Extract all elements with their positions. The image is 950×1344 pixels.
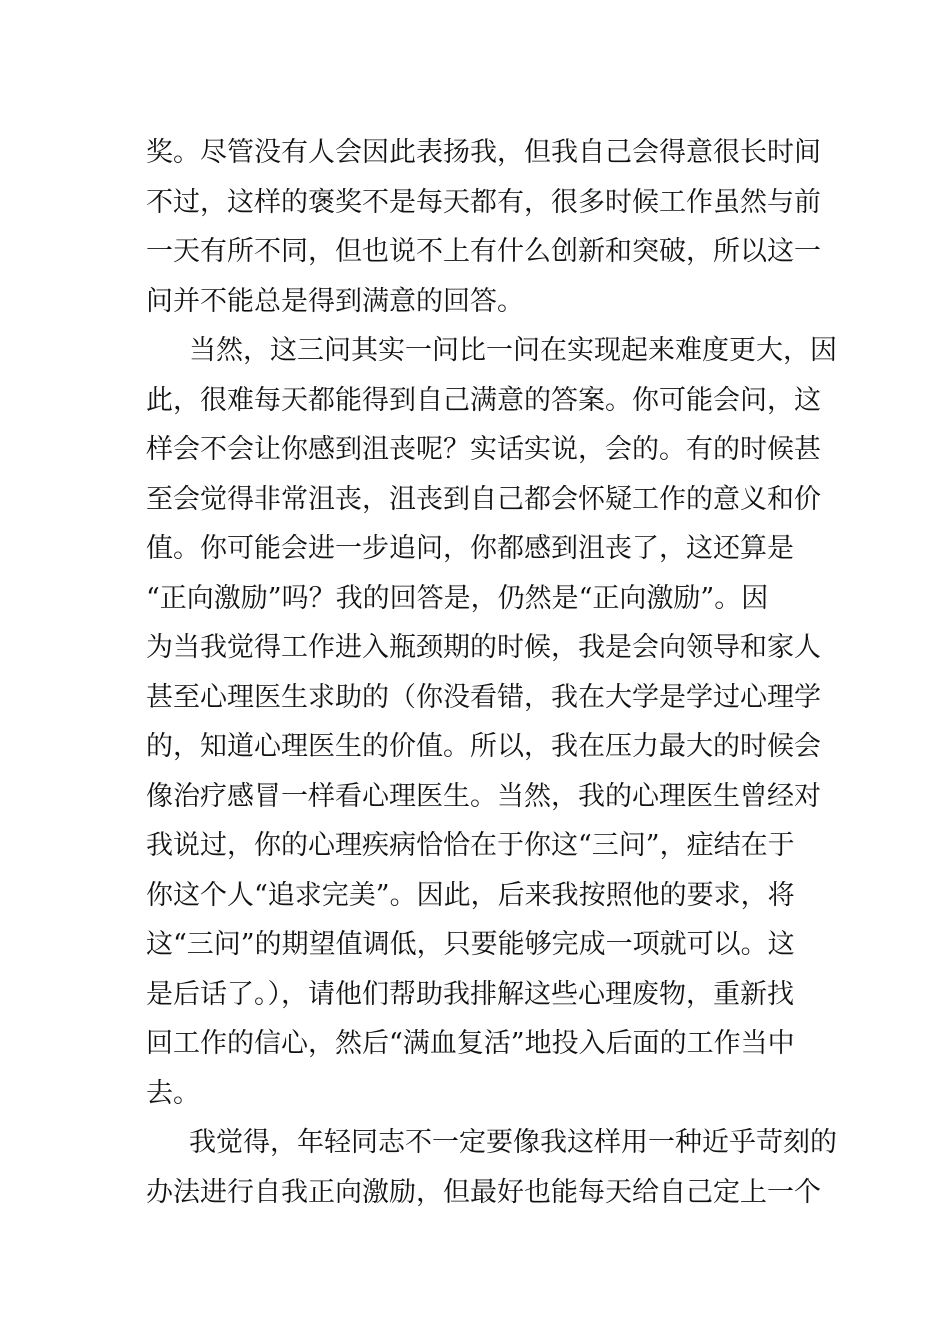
- text-line: 的，知道心理医生的价值。所以，我在压力最大的时候会: [146, 731, 821, 762]
- text-line: 甚至心理医生求助的（你没看错，我在大学是学过心理学: [146, 682, 821, 713]
- paragraph-first-line: 当然，这三问其实一问比一问在实现起来难度更大，因: [189, 335, 837, 366]
- text-line: 像治疗感冒一样看心理医生。当然，我的心理医生曾经对: [146, 781, 821, 812]
- text-line: 值。你可能会进一步追问，你都感到沮丧了，这还算是: [146, 533, 794, 564]
- paragraph-first-line: 我觉得，年轻同志不一定要像我这样用一种近乎苛刻的: [189, 1127, 837, 1158]
- text-line: 回工作的信心，然后“满血复活”地投入后面的工作当中: [146, 1028, 795, 1059]
- text-line: 不过，这样的褒奖不是每天都有，很多时候工作虽然与前: [146, 187, 821, 218]
- text-line: 奖。尽管没有人会因此表扬我，但我自己会得意很长时间: [146, 137, 821, 168]
- text-line: 至会觉得非常沮丧，沮丧到自己都会怀疑工作的意义和价: [146, 484, 821, 515]
- text-line: 这“三问”的期望值调低，只要能够完成一项就可以。这: [146, 929, 795, 960]
- text-line: 我说过，你的心理疾病恰恰在于你这“三问”，症结在于: [146, 830, 795, 861]
- text-line: 办法进行自我正向激励，但最好也能每天给自己定上一个: [146, 1177, 821, 1208]
- text-line: 你这个人“追求完美”。因此，后来我按照他的要求，将: [146, 880, 795, 911]
- text-line: 为当我觉得工作进入瓶颈期的时候，我是会向领导和家人: [146, 632, 821, 663]
- text-line: 问并不能总是得到满意的回答。: [146, 286, 524, 317]
- text-line: 此，很难每天都能得到自己满意的答案。你可能会问，这: [146, 385, 821, 416]
- text-line: 样会不会让你感到沮丧呢？实话实说，会的。有的时候甚: [146, 434, 821, 465]
- text-line: 去。: [146, 1078, 200, 1109]
- text-line: 是后话了。），请他们帮助我排解这些心理废物，重新找: [146, 979, 794, 1010]
- text-line: 一天有所不同，但也说不上有什么创新和突破，所以这一: [146, 236, 821, 267]
- text-line: “正向激励”吗？我的回答是，仍然是“正向激励”。因: [146, 583, 769, 614]
